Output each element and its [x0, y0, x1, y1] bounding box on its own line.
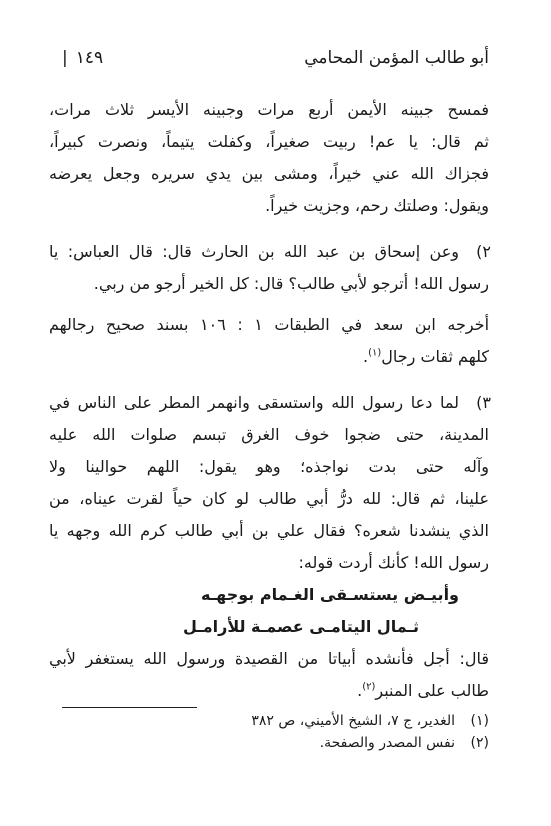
- text-line: الذي ينشدنا شعره؟ فقال علي بن أبي طالب كرم الله وجهه يا: [49, 521, 489, 540]
- text-line: [49, 341, 489, 373]
- text-line-content: طالب على المنبر: [375, 681, 489, 700]
- paragraph-2-source: [49, 309, 489, 373]
- footnote-1: [49, 710, 489, 732]
- text-line: ويقول: وصلتك رحم، وجزيت خيراً.: [265, 196, 489, 215]
- paragraph-3: [49, 387, 489, 579]
- footnote-divider: [62, 707, 197, 708]
- text-line: علينا، ثم قال: لله درُّ أبي طالب لو كان حياً لقرت عيناه، من: [49, 489, 489, 508]
- footnote-number: (٢): [470, 735, 489, 751]
- text-line: رسول الله! كأنك أردت قوله:: [298, 553, 489, 572]
- period: .: [363, 347, 369, 366]
- text-line: أخرجه ابن سعد في الطبقات ١ : ١٠٦ بسند صحيح رجالهم: [49, 315, 489, 334]
- text-line: فجزاك الله عني خيراً، ومشى بين يدي سريره وجعل يعرضه: [49, 164, 489, 183]
- footnote-text: نفس المصدر والصفحة.: [319, 735, 455, 751]
- item-number: ٣): [476, 393, 491, 412]
- text-line: قال: أجل فأنشده أبياتا من القصيدة ورسول الله يستغفر لأبي: [49, 649, 489, 668]
- text-line: ثم قال: يا عم! ربيت صغيراً، وكفلت يتيماً، ونصرت كبيراً،: [49, 132, 489, 151]
- text-line: وآله حتى بدت نواجذه؛ وهو يقول: اللهم حوالينا ولا: [49, 457, 489, 476]
- paragraph-4: [49, 643, 489, 707]
- text-line: لما دعا رسول الله واستسقى وانهمر المطر على الناس في: [49, 393, 459, 412]
- page-number: ١٤٩: [75, 48, 104, 68]
- text-line-content: كلهم ثقات رجال: [381, 347, 489, 366]
- footnote-text: الغدير، ج ٧، الشيخ الأميني، ص ٣٨٢: [251, 713, 455, 729]
- header-separator: |: [62, 48, 68, 68]
- paragraph-1: [49, 94, 489, 222]
- running-header: [62, 44, 489, 74]
- footnote-2: [49, 732, 489, 754]
- period: .: [357, 681, 363, 700]
- text-line: [49, 675, 489, 707]
- header-title: أبو طالب المؤمن المحامي: [304, 48, 489, 68]
- text-line: وعن إسحاق بن عبد الله بن الحارث قال: قال العباس: يا: [49, 242, 459, 261]
- page-body: [49, 94, 489, 707]
- text-line: المدينة، حتى ضجوا خوف الغرق تبسم صلوات الله عليه: [49, 425, 489, 444]
- footnote-number: (١): [470, 713, 489, 729]
- footnote-ref-2[interactable]: (٢): [362, 681, 376, 693]
- footnote-ref-1[interactable]: (١): [368, 347, 382, 359]
- verse-line-1: وأبيـض يستسـقى الغـمام بوجهـه: [200, 585, 459, 604]
- page-number-group: [62, 48, 103, 68]
- text-line: فمسح جبينه الأيمن أربع مرات وجبينه الأيسر ثلاث مرات،: [49, 100, 489, 119]
- paragraph-2: [49, 236, 489, 300]
- verse-line-2: ثـمال اليتامـى عصمـة للأرامـل: [182, 617, 419, 636]
- footnotes: [49, 710, 489, 754]
- item-number: ٢): [476, 242, 491, 261]
- text-line: رسول الله! أترجو لأبي طالب؟ قال: كل الخير أرجو من ربي.: [93, 274, 489, 293]
